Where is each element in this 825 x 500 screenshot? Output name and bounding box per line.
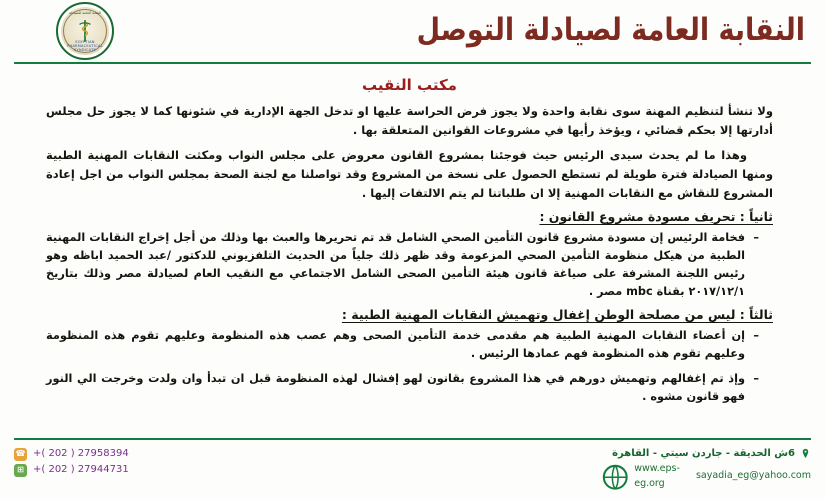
document-footer — [14, 438, 811, 492]
org-title — [176, 12, 811, 49]
document-body — [0, 64, 825, 406]
syndicate-seal-icon — [56, 2, 114, 60]
list-item: – وإذ تم إغفالهم وتهميش دورهم في هذا المشروع بقانون لهو إفشال لهذه المنظومة قبل ان تبدأ وان ولدت وخرجت الي النور فهو قانون مشوه . — [46, 370, 759, 406]
section-three-list — [46, 327, 773, 405]
footer-phone-2: +( 202 ) 27944731 — [33, 464, 129, 476]
office-title: مكتب النقيب — [362, 76, 457, 94]
footer-email-text: sayadia_eg@yahoo.com — [695, 470, 811, 482]
syndicate-logo — [56, 2, 176, 60]
location-pin-icon — [800, 448, 811, 459]
seal-bottom-text: EGYPTIAN PHARMACEUTICAL SYNDICATE — [67, 40, 103, 52]
section-two-list — [46, 229, 773, 301]
document-header — [14, 0, 811, 64]
section-heading-three: ثالثاً : ليس من مصلحة الوطن إغفال وتهميش النقابات المهنية الطبية : — [341, 307, 773, 323]
footer-phone-block — [14, 446, 129, 478]
footer-phone-1: +( 202 ) 27958394 — [33, 448, 129, 460]
list-item: – إن أعضاء النقابات المهنية الطبية هم مقدمى خدمة التأمين الصحى وهم عصب هذه المنظومة وعليهم تقوم هذه المنظومة وعليهم تقوم هذه المنظومة فهم عمادها الرئيس . — [46, 327, 759, 363]
seal-top-text: النقابة العامة للصيادلة — [68, 11, 102, 15]
list-item: – فخامة الرئيس إن مسودة مشروع قانون التأمين الصحي الشامل قد تم تحريرها والعبث بها وذلك من أجل إخراج النقابات المهنية الطبية من هيكل منظومة التأمين الصحي المزعومة وقد ظهر ذلك جلياً من الحديث التلفزيوني للدكتور /عبد الحميد اباظه وهو رئيس اللجنة المشرفة على صياغة قانون هيئة التأمين الصحى الشامل الاجتماعي مع النقيب العام لصيادلة مصر وذلك بتاريخ ٢٠١٧/١٢/١ بقناة mbc مصر . — [46, 229, 759, 301]
footer-address-row — [600, 446, 811, 462]
globe-icon — [600, 462, 630, 492]
paragraph-2: وهذا ما لم يحدث سيدى الرئيس حيث فوجئنا بمشروع القانون معروض على مجلس النواب ومكثت النقابات المهنية الطبية ومنها الصيادلة فترة طويلة لم تستطع الحصول على نسخة من المشروع وقد تواصلنا مع لجنة الصحة بمجلس النواب من اجل إعادة المشروع للنقاش مع النقابات المهنية إلا ان طلباتنا لم يتم الالتفات إليها . — [46, 148, 773, 200]
phone-icon: ☎ — [14, 448, 27, 461]
footer-contact-left-block — [600, 446, 811, 492]
section-heading-two: ثانياً : تحريف مسودة مشروع القانون : — [539, 209, 773, 225]
fax-icon: ⊞ — [14, 464, 27, 477]
footer-website-text: www.eps-eg.org — [634, 463, 680, 489]
org-title-text: النقابة العامة لصيادلة التوصل — [416, 12, 805, 49]
footer-email[interactable] — [692, 469, 811, 484]
footer-address: 6ش الحديقة - جاردن سيتي - القاهرة — [612, 448, 795, 460]
footer-website[interactable] — [600, 462, 680, 492]
footer-phone-row-2 — [14, 462, 129, 478]
paragraph-1: ولا تنشأ لتنظيم المهنة سوى نقابة واحدة ولا يجوز فرض الحراسة عليها او تدخل الجهة الإدارية في شئونها كما لا يجوز حل مجلس أدارتها إلا بحكم قضائي ، ويؤخذ رأيها في مشروعات القوانين المتعلقة بها . — [46, 104, 773, 137]
footer-phone-row-1 — [14, 446, 129, 462]
footer-web-row — [600, 462, 811, 492]
